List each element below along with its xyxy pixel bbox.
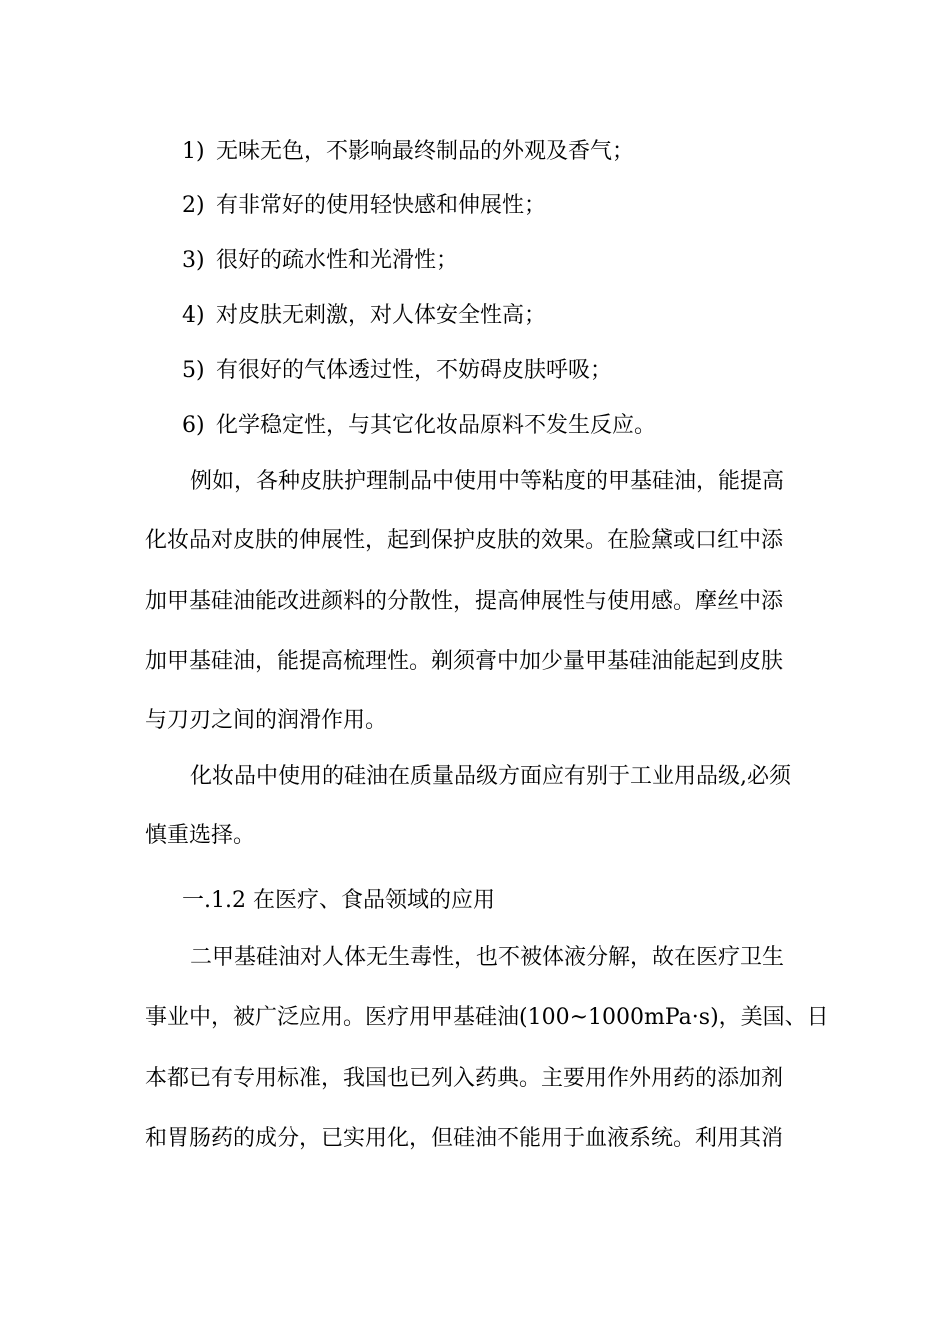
- list-text: 对皮肤无刺激，对人体安全性高；: [216, 303, 547, 328]
- list-text: 很好的疏水性和光滑性；: [216, 248, 459, 273]
- list-number: 1): [182, 139, 205, 164]
- paragraph-line: 化妆品中使用的硅油在质量品级方面应有别于工业用品级,必须: [190, 764, 791, 789]
- list-number: 4): [182, 303, 205, 328]
- list-item: [182, 191, 546, 221]
- section-heading: 一.1.2 在医疗、食品领域的应用: [182, 888, 495, 913]
- paragraph-line: 事业中，被广泛应用。医疗用甲基硅油(100~1000mPa·s)，美国、日: [145, 1005, 829, 1030]
- list-item: [182, 356, 612, 386]
- paragraph-line: 和胃肠药的成分，已实用化，但硅油不能用于血液系统。利用其消: [145, 1126, 784, 1151]
- paragraph-line: 例如，各种皮肤护理制品中使用中等粘度的甲基硅油，能提高: [190, 469, 785, 494]
- list-text: 无味无色，不影响最终制品的外观及香气；: [216, 139, 635, 164]
- list-item: [182, 301, 546, 331]
- list-text: 化学稳定性，与其它化妆品原料不发生反应。: [216, 413, 657, 438]
- list-number: 5): [182, 358, 205, 383]
- list-text: 有非常好的使用轻快感和伸展性；: [216, 193, 547, 218]
- list-number: 6): [182, 413, 205, 438]
- list-number: 3): [182, 248, 205, 273]
- list-text: 有很好的气体透过性，不妨碍皮肤呼吸；: [216, 358, 613, 383]
- list-item: [182, 246, 458, 276]
- paragraph-line: 二甲基硅油对人体无生毒性，也不被体液分解，故在医疗卫生: [190, 945, 785, 970]
- paragraph-line: 本都已有专用标准，我国也已列入药典。主要用作外用药的添加剂: [145, 1066, 784, 1091]
- paragraph-line: 与刀刃之间的润滑作用。: [145, 708, 388, 733]
- list-item: [182, 411, 656, 441]
- paragraph-line: 化妆品对皮肤的伸展性，起到保护皮肤的效果。在脸黛或口红中添: [145, 528, 784, 553]
- paragraph-line: 加甲基硅油，能提高梳理性。剃须膏中加少量甲基硅油能起到皮肤: [145, 649, 784, 674]
- list-number: 2): [182, 193, 205, 218]
- paragraph-line: 慎重选择。: [145, 823, 256, 848]
- paragraph-line: 加甲基硅油能改进颜料的分散性，提高伸展性与使用感。摩丝中添: [145, 589, 784, 614]
- list-item: [182, 137, 634, 167]
